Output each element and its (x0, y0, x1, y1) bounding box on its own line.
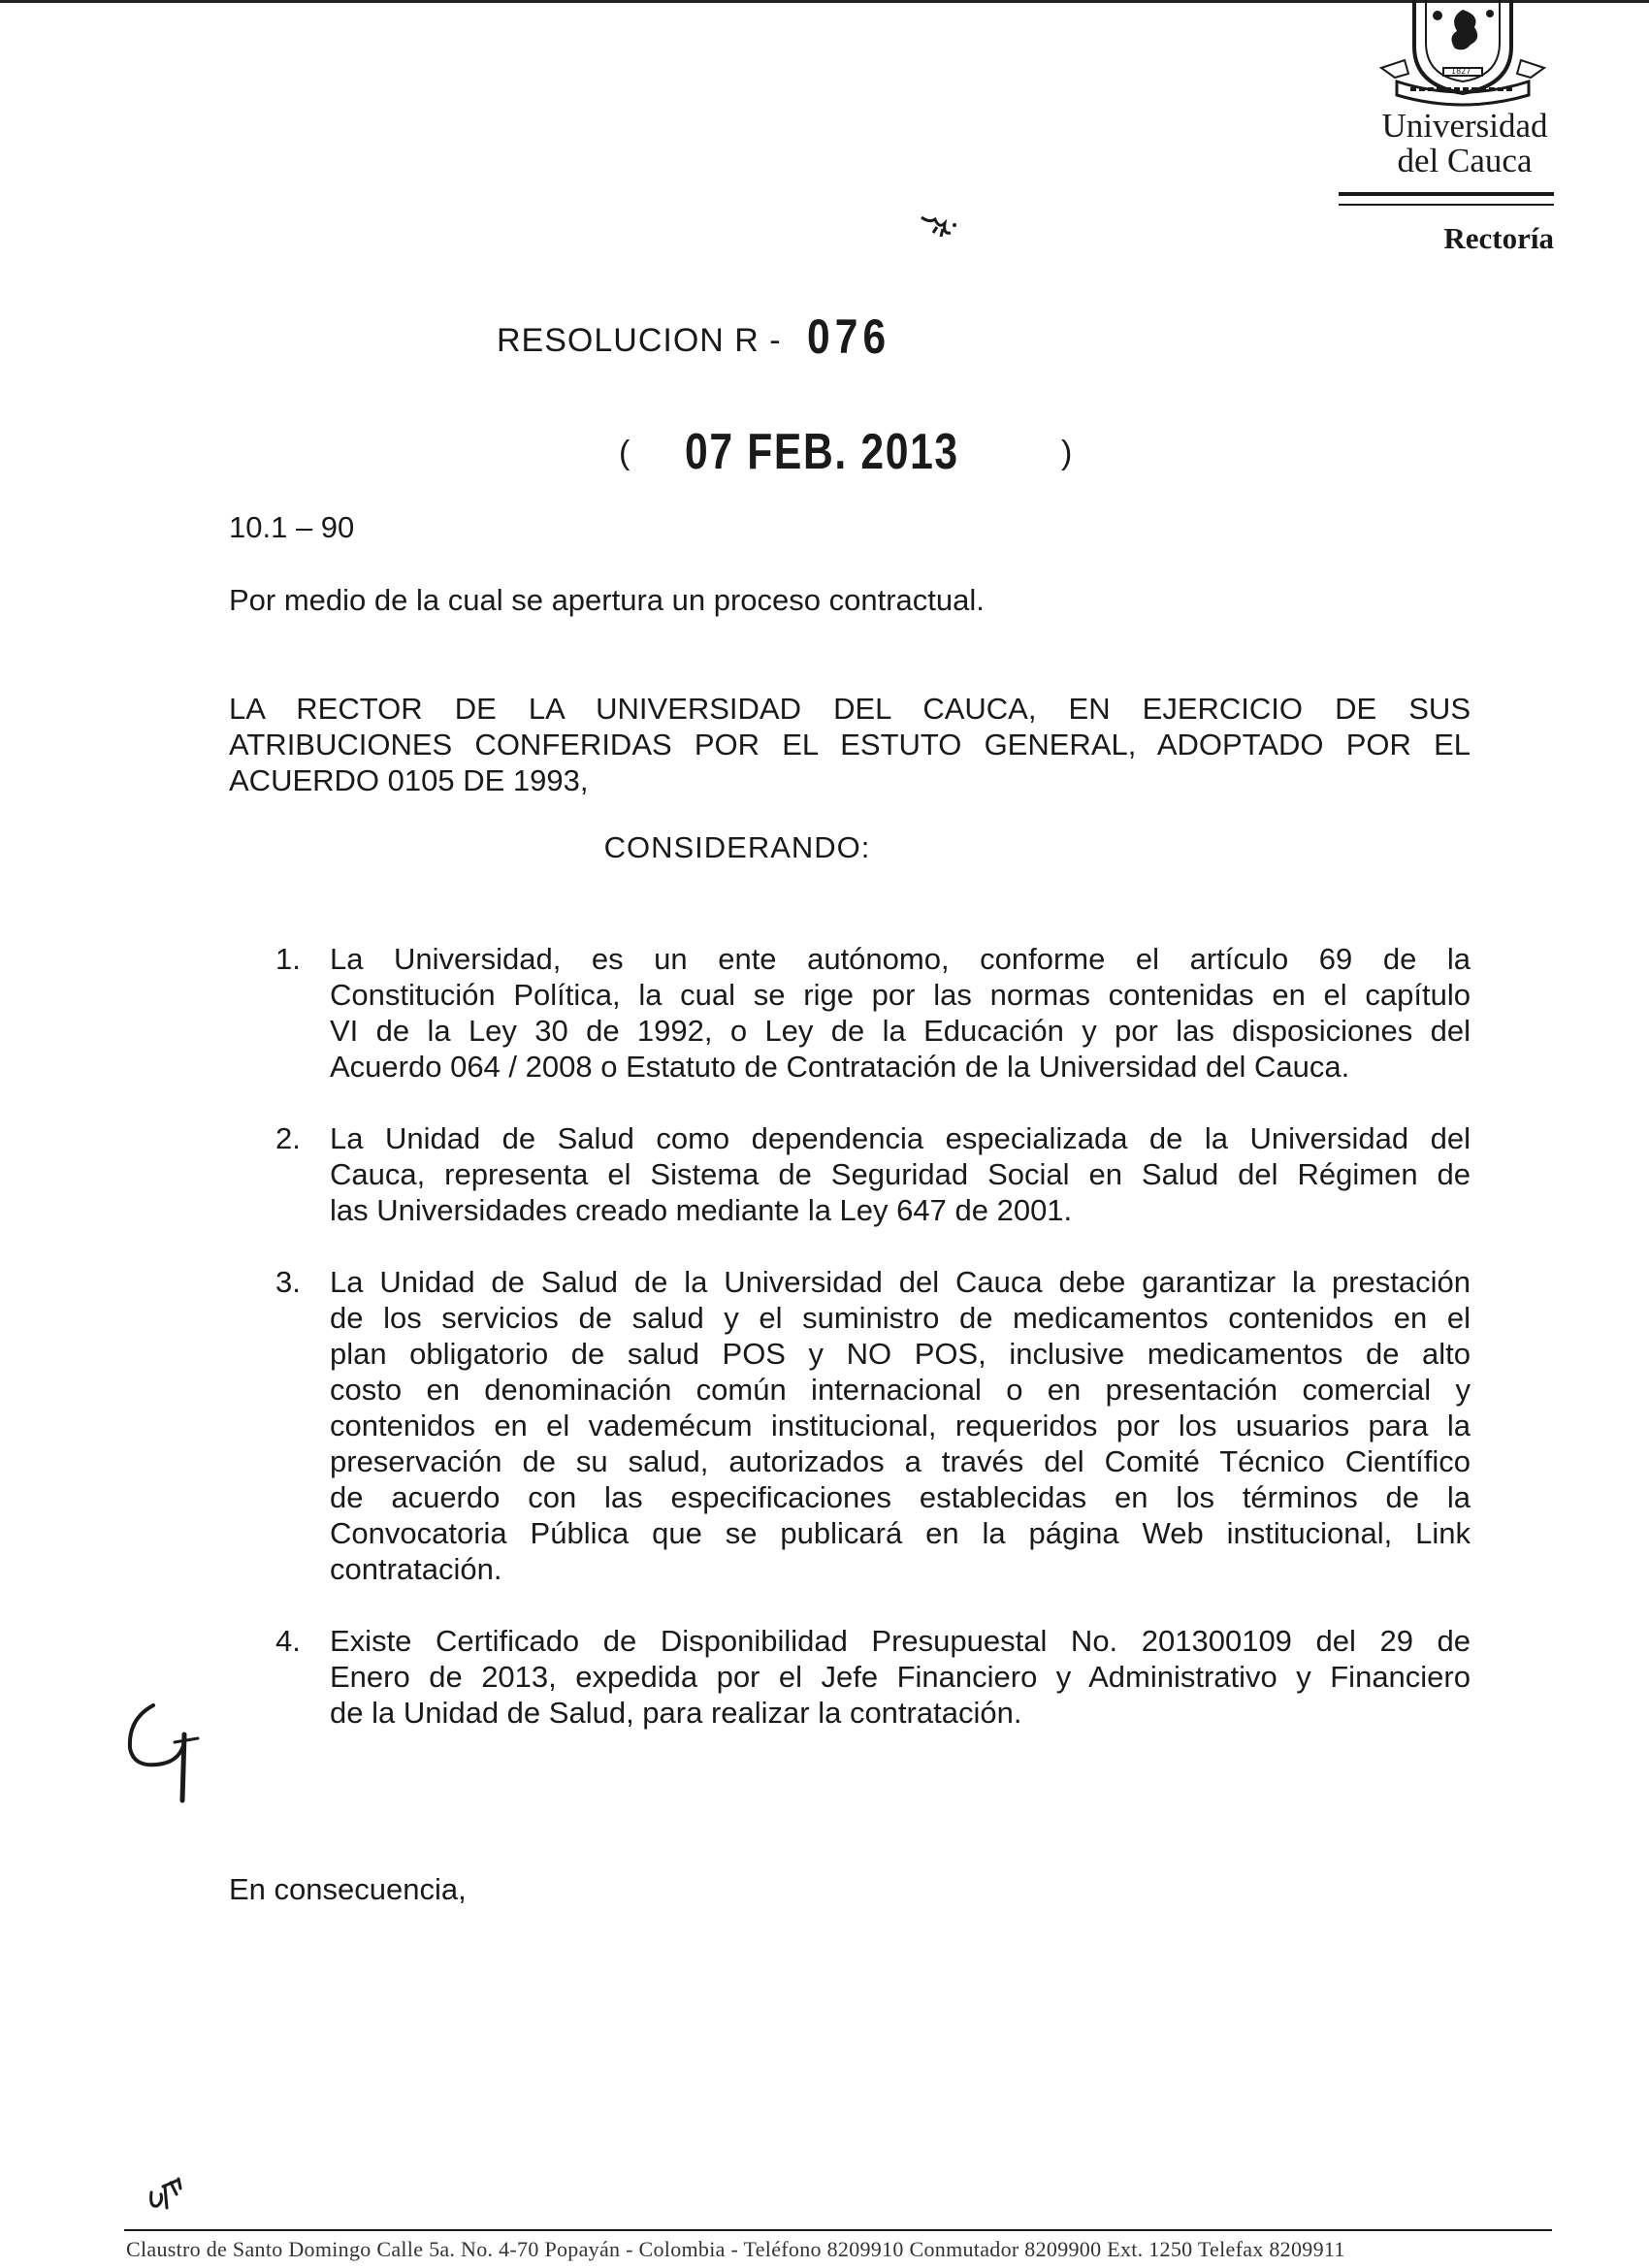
considerando-heading: CONSIDERANDO: (603, 830, 871, 864)
considerations-list (275, 941, 1471, 1766)
resolution-subject: Por medio de la cual se apertura un proceso contractual. (229, 583, 985, 617)
item-line: las Universidades creado mediante la Ley 647 de 2001. (330, 1193, 1073, 1227)
resolution-date-stamp: 07 FEB. 2013 (685, 424, 959, 480)
item-line: Convocatoria Pública que se publicará en la página Web institucional, Link (330, 1516, 1471, 1550)
resolution-label: RESOLUCION R - (497, 322, 782, 359)
item-line: costo en denominación común internacional o en presentación comercial y (330, 1373, 1471, 1407)
resolution-number: 076 (807, 309, 891, 364)
item-line: contratación. (330, 1552, 502, 1586)
stamp-speck-mark (912, 208, 970, 246)
item-line: La Universidad, es un ente autónomo, conforme el artículo 69 de la (330, 942, 1471, 976)
consideration-item (275, 1120, 1471, 1228)
item-line: La Unidad de Salud de la Universidad del Cauca debe garantizar la prestación (330, 1265, 1471, 1299)
item-line: VI de la Ley 30 de 1992, o Ley de la Educación y por las disposiciones del (330, 1014, 1471, 1048)
header-rule-thick (1339, 192, 1554, 196)
preamble-line: ACUERDO 0105 DE 1993, (229, 763, 589, 797)
footer-address: Claustro de Santo Domingo Calle 5a. No. 4-70 Popayán - Colombia - Teléfono 8209910 Conmutador 8209900 Ext. 1250 Telefax 8209911 (126, 2237, 1345, 2261)
item-line: Acuerdo 064 / 2008 o Estatuto de Contratación de la Universidad del Cauca. (330, 1050, 1350, 1084)
reference-code: 10.1 – 90 (229, 510, 355, 544)
preamble-line: ATRIBUCIONES CONFERIDAS POR EL ESTUTO GENERAL, ADOPTADO POR EL (229, 728, 1471, 761)
item-line: Cauca, representa el Sistema de Seguridad Social en Salud del Régimen de (330, 1157, 1471, 1191)
date-paren-close: ) (1061, 435, 1073, 471)
consideration-item (275, 1264, 1471, 1587)
item-line: La Unidad de Salud como dependencia especializada de la Universidad del (330, 1121, 1471, 1155)
item-text (330, 1264, 1471, 1587)
preamble-line: LA RECTOR DE LA UNIVERSIDAD DEL CAUCA, EN EJERCICIO DE SUS (229, 692, 1471, 726)
item-text (330, 1623, 1471, 1731)
university-name-line1: Universidad (1381, 107, 1548, 145)
item-number: 2. (275, 1121, 301, 1155)
item-number: 3. (275, 1265, 301, 1299)
item-text (330, 1120, 1471, 1228)
item-text (330, 941, 1471, 1085)
item-line: Constitución Política, la cual se rige por las normas contenidas en el capítulo (330, 978, 1471, 1012)
date-paren-open: ( (619, 435, 630, 471)
item-line: contenidos en el vademécum institucional, requeridos por los usuarios para la (330, 1409, 1471, 1442)
handwritten-initials-mark (144, 2173, 202, 2221)
preamble (229, 691, 1471, 798)
item-line: de acuerdo con las especificaciones establecidas en los términos de la (330, 1480, 1471, 1514)
office-name: Rectoría (1443, 221, 1554, 255)
university-seal-logo (1375, 0, 1550, 114)
seal-year: 1827 (1451, 67, 1471, 76)
university-name (1339, 109, 1591, 178)
item-line: Existe Certificado de Disponibilidad Presupuestal No. 201300109 del 29 de (330, 1624, 1471, 1658)
header-rule-thin (1339, 204, 1554, 206)
university-name-line2: del Cauca (1397, 142, 1533, 179)
consideration-item (275, 941, 1471, 1085)
item-line: preservación de su salud, autorizados a través del Comité Técnico Científico (330, 1444, 1471, 1478)
handwritten-margin-mark (124, 1700, 211, 1806)
consideration-item (275, 1623, 1471, 1731)
conclusion-text: En consecuencia, (229, 1872, 467, 1906)
item-line: de la Unidad de Salud, para realizar la contratación. (330, 1696, 1022, 1730)
item-line: de los servicios de salud y el suministro de medicamentos contenidos en el (330, 1301, 1471, 1335)
footer-rule (124, 2229, 1552, 2231)
considerando-heading-wrap (0, 830, 1649, 865)
item-line: Enero de 2013, expedida por el Jefe Financiero y Administrativo y Financiero (330, 1660, 1471, 1694)
item-number: 4. (275, 1624, 301, 1658)
item-number: 1. (275, 942, 301, 976)
item-line: plan obligatorio de salud POS y NO POS, inclusive medicamentos de alto (330, 1337, 1471, 1371)
